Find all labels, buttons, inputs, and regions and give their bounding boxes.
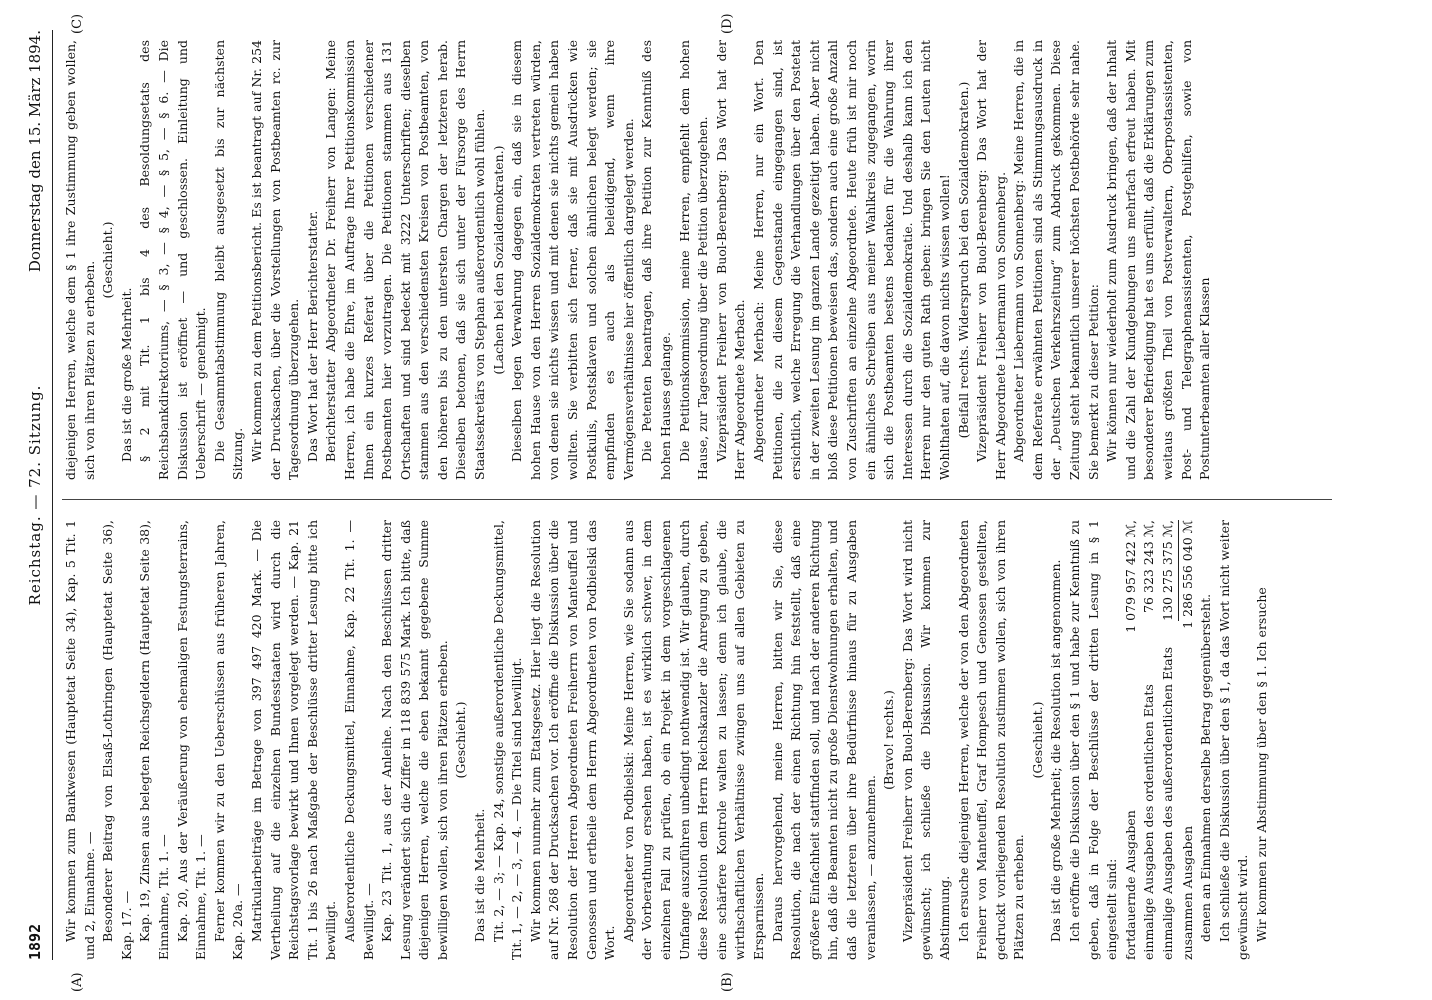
stage-direction: (Beifall rechts. Widerspruch bei den Sozialdemokraten.): [955, 81, 971, 439]
stage-direction: (Bravo! rechts.): [881, 690, 897, 790]
footer-credit: [1412, 0, 1428, 1000]
paragraph: Tit. 2, — 3; — Kap. 24, sonstige außerordentliche Deckungsmittel, Tit. 1, — 2, — 3, — 4. — Die Titel sind bewilligt.: [490, 520, 525, 960]
sum-row: fortdauernde Ausgaben 1 079 957 422 ℳ,: [1122, 520, 1138, 960]
paragraph: Abgeordneter Liebermann von Sonnenberg: Meine Herren, die in dem Referate erwähnten Petitionen sind als Stimmungsausdruck in der „Deutschen Verkehrszeitung“ zum Abdruck gekommen. Diese Zeitung steht bekanntlich unserer höchsten Postbehörde sehr nahe. Sie bemerkt zu dieser Petition:: [1011, 40, 1101, 480]
paragraph: Abgeordneter Merbach: Meine Herren, nur ein Wort. Den Petitionen, die zu diesem Gegenstande eingegangen sind, ist ersichtlich, welche Erregung die Verhandlungen über den Postetat in der zweiten Lesung im ganzen Lande gezeitigt haben. Aber nicht bloß diese Petitionen beweisen das, sondern auch eine große Anzahl von Zuschriften an einzelne Abgeordnete. Heute früh ist mir noch ein ähnliches Schreiben aus meiner Wahlkreis zugegangen, worin sich die Postbeamten bestens bedanken für die Wahrung ihrer Interessen durch die Sozialdemokratie. Und deshalb kann ich den Herren nur den guten Rath geben: bringen Sie den Leuten nicht Wohlthaten auf, die davon nichts wissen wollen!: [750, 40, 952, 480]
paragraph: Außerordentliche Deckungsmittel, Einnahme, Kap. 22 Tit. 1. — Bewilligt. —: [341, 520, 376, 960]
stage-direction: (Geschieht.): [453, 701, 469, 779]
paragraph: Ich ersuche diejenigen Herren, welche der von den Abgeordneten Freiherr von Manteuffel, Graf Hompesch und Genossen gestellten, gedruckt vorliegenden Resolution zustimmen wollen, sich von ihren Plätzen zu erheben.: [955, 520, 1027, 960]
paragraph: Ich schließe die Diskussion über den § 1, da das Wort nicht weiter gewünscht wird.: [1216, 520, 1251, 960]
paragraph: Vizepräsident Freiherr von Buol-Berenberg: Das Wort hat der Herr Abgeordnete Merbach.: [713, 40, 748, 480]
paragraph: Das ist die große Mehrheit; die Resolution ist angenommen.: [1048, 559, 1064, 942]
paragraph: denen an Einnahmen derselbe Betrag gegenübersteht.: [1198, 593, 1214, 942]
paragraph: Wir kommen nunmehr zum Etatsgesetz. Hier liegt die Resolution auf Nr. 268 der Drucksachen vor. Ich eröffne die Diskussion über die Resolution der Herren Abgeordneten Freiherrn von Manteuffel und Genossen und ertheile dem Herrn Abgeordneten von Podbielski das Wort.: [527, 520, 618, 960]
column-divider: [62, 499, 1332, 500]
paragraph: Das ist die Mehrheit.: [472, 808, 488, 942]
margin-letter-b: (B): [720, 972, 735, 992]
page-title: Reichstag. — 72. Sitzung.: [26, 384, 44, 606]
paragraph: Die Petitionskommission, meine Herren, empfiehlt dem hohen Hause, zur Tagesordnung über die Petition überzugehen.: [676, 40, 711, 480]
stage-direction: (Lachen bei den Sozialdemokraten.): [490, 145, 506, 375]
paragraph: Wir können nur wiederholt zum Ausdruck bringen, daß der Inhalt und die Zahl der Kundgebungen uns mehrfach erfreut haben. Mit besonderer Befriedigung hat es uns erfüllt, daß die Erklärungen zum weitaus größten Theil von Postverwaltern, Oberpostassistenten, Post- und Telegraphenassistenten, Postgehilfen, sowie von Postunterbeamten aller Klassen: [1104, 40, 1213, 480]
paragraph: Abgeordneter von Podbielski: Meine Herren, wie Sie sodann aus der Vorberathung ersehen haben, ist es wirklich schwer, in dem einzelnen Fall zu prüfen, ob ein Projekt in dem vorgeschlagenen Umfange auszuführen unbedingt nothwendig ist. Wir glauben, durch diese Resolution dem Herrn Reichskanzler die Anregung zu geben, eine schärfere Kontrole walten zu lassen; denn ich glaube, die wirthschaftlichen Verhältnisse zwingen uns auf allen Gebieten zu Ersparnissen.: [620, 520, 766, 960]
paragraph: Die Petenten beantragen, daß ihre Petition zur Kenntniß des hohen Hauses gelange.: [639, 40, 673, 480]
paragraph: Wir kommen zur Abstimmung über den § 1. Ich ersuche: [1254, 587, 1269, 942]
paragraph: Ich eröffne die Diskussion über den § 1 und habe zur Kenntniß zu geben, daß in Folge der Beschlüsse der dritten Lesung in § 1 eingestellt sind:: [1067, 520, 1120, 960]
paragraph: Daraus hervorgehend, meine Herren, bitten wir Sie, diese Resolution, die nach der einen Richtung hin feststellt, daß eine größere Einfachheit stattfinden soll, und nach der anderen Richtung hin, daß die Beamten nicht zu große Dienstwohnungen erhalten, und daß die letzteren über ihre Bedürfnisse hinaus für zu Ausgaben veranlassen, — anzunehmen.: [769, 520, 878, 960]
paragraph: Besonderer Beitrag von Elsaß-Lothringen (Hauptetat Seite 36), Kap. 17. —: [100, 520, 134, 960]
left-column: [62, 520, 1272, 960]
sum-row: einmalige Ausgaben des ordentlichen Etats 76 323 243 ℳ,: [1141, 520, 1157, 960]
paragraph: Wir kommen zum Bankwesen (Hauptetat Seite 34), Kap. 5 Tit. 1 und 2, Einnahme. —: [63, 520, 97, 960]
paragraph: Dieselben legen Verwahrung dagegen ein, daß sie in diesem hohen Hause von den Herren Sozialdemokraten vertreten würden, von denen sie nichts wissen und mit denen sie nichts gemein haben wollten. Sie verbitten sich ferner, daß sie mit Ausdrücken wie Postkulis, Postsklaven und solchen ähnlichen belegt werden; sie empfinden es auch als beleidigend, wenn ihre Vermögensverhältnisse hier öffentlich dargelegt werden.: [509, 40, 636, 480]
paragraph: Kap. 23 Tit. 1, aus der Anleihe. Nach den Beschlüssen dritter Lesung verändert sich die Ziffer in 118 839 575 Mark. Ich bitte, daß diejenigen Herren, welche die eben bekannt gegebene Summe bewilligen wollen, sich von ihren Plätzen erheben.: [379, 520, 450, 960]
paragraph: Kap. 19, Zinsen aus belegten Reichsgeldern (Hauptetat Seite 38), Einnahme, Tit. 1. —: [137, 520, 171, 960]
paragraph: Das ist die große Mehrheit.: [118, 287, 134, 462]
paragraph: Berichterstatter Abgeordneter Dr. Freiherr von Langen: Meine Herren, ich habe die Ehre, im Auftrage Ihrer Petitionskommission Ihnen ein kurzes Referat über die Petitionen verschiedener Postbeamten hier vorzutragen. Die Petitionen stammen aus 131 Ortschaften und sind bedeckt mit 3222 Unterschriften; dieselben stammen aus den verschiedensten Kreisen von Postbeamten, von den höheren bis zu den untersten Chargen der letzteren herab. Dieselben betonen, daß sie sich unter der Fürsorge des Herrn Staatssekretärs von Stephan außerordentlich wohl fühlen.: [323, 40, 488, 480]
sum-row: zusammen Ausgaben 1 286 556 040 ℳ: [1179, 520, 1195, 960]
margin-letter-c: (C): [70, 13, 85, 34]
paragraph: Die Gesammtabstimmung bleibt ausgesetzt bis zur nächsten Sitzung.: [211, 40, 246, 480]
paragraph: Ferner kommen wir zu den Ueberschüssen aus früheren Jahren, Kap. 20a. —: [211, 520, 246, 960]
stage-direction: (Geschieht.): [1029, 701, 1045, 779]
paragraph: Matrikularbeiträge im Betrage von 397 497 420 Mark. — Die Vertheilung auf die einzelnen Bundesstaaten wird durch die Reichstagsvorlage bewirkt und Ihnen vorgelegt werden. — Kap. 21 Tit. 1 bis 26 nach Maßgabe der Beschlüsse dritter Lesung bitte ich bewilligt.: [248, 520, 339, 960]
paragraph: Vizepräsident Freiherr von Buol-Berenberg: Das Wort hat der Herr Abgeordnete Liebermann von Sonnenberg.: [974, 40, 1008, 480]
paragraph: diejenigen Herren, welche dem § 1 ihre Zustimmung geben wollen, sich von ihren Plätzen zu erheben.: [63, 40, 97, 480]
sum-row: einmalige Ausgaben des außerordentlichen Etats 130 275 375 ℳ,: [1159, 520, 1179, 960]
page-number: 1892: [26, 923, 44, 960]
stage-direction: (Geschieht.): [100, 221, 116, 299]
header-rule: [52, 30, 53, 960]
paragraph: Wir kommen zu dem Petitionsbericht. Es ist beantragt auf Nr. 254 der Drucksachen, über die Vorstellungen von Postbeamten rc. zur Tagesordnung überzugehen.: [248, 40, 302, 480]
margin-letter-a: (A): [70, 972, 85, 992]
session-date: Donnerstag den 15. März 1894.: [26, 30, 44, 273]
paragraph: § 2 mit Tit. 1 bis 4 des Besoldungsetats des Reichsbankdirektoriums, — § 3, — § 4, — § 5, — § 6. — Die Diskussion ist eröffnet — und geschlossen. Einleitung und Ueberschrift — genehmigt.: [137, 40, 209, 480]
paragraph: Das Wort hat der Herr Berichterstatter.: [304, 210, 320, 462]
margin-letter-d: (D): [720, 13, 735, 34]
paragraph: Kap. 20, Aus der Veräußerung von ehemaligen Festungsterrains, Einnahme, Tit. 1. —: [174, 520, 209, 960]
right-column: [62, 40, 1215, 480]
paragraph: Vizepräsident Freiherr von Buol-Berenberg: Das Wort wird nicht gewünscht; ich schließe die Diskussion. Wir kommen zur Abstimmung.: [899, 520, 952, 960]
budget-sums: [1122, 520, 1197, 960]
